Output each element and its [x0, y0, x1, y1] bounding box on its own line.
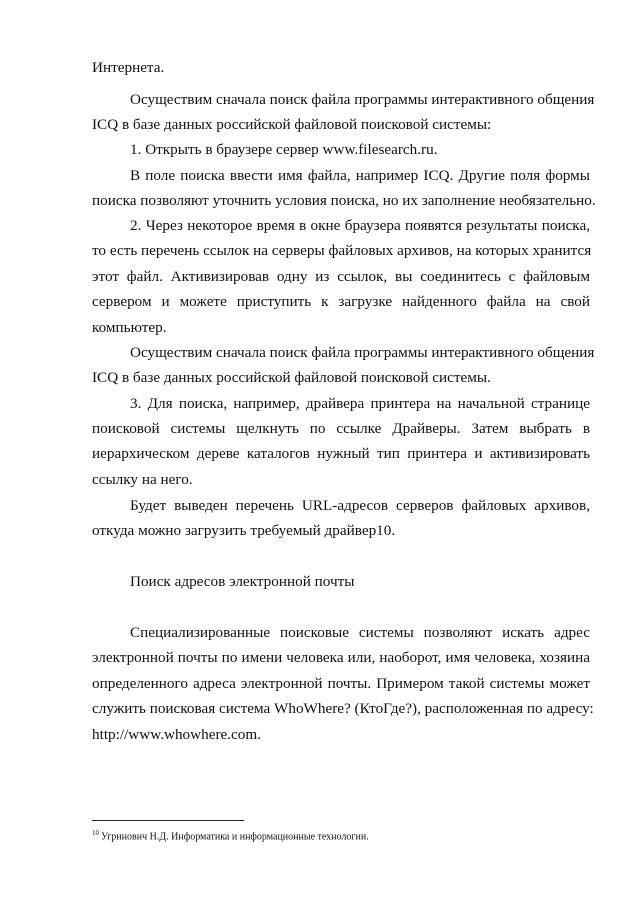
text-line: этот файл. Активизировав одну из ссылок, вы соединитесь с файловым	[92, 268, 590, 285]
text-line: Осуществим сначала поиск файла программы интерактивного общения	[130, 344, 595, 361]
section-heading: Поиск адресов электронной почты	[130, 573, 355, 590]
text-line: Интернета.	[92, 59, 165, 76]
text-line: 2. Через некоторое время в окне браузера появятся результаты поиска,	[130, 217, 590, 234]
footnote	[92, 826, 590, 844]
text-line: Специализированные поисковые системы позволяют искать адрес	[130, 624, 590, 641]
text-line: сервером и можете приступить к загрузке найденного файла на свой	[92, 293, 590, 310]
text-line: ICQ в базе данных российской файловой поисковой системы:	[92, 116, 492, 133]
footnote-divider	[92, 820, 244, 821]
text-line: http://www.whowhere.com.	[92, 726, 261, 743]
text-line: 1. Открыть в браузере сервер www.filesearch.ru.	[130, 141, 438, 158]
text-line: служить поисковая система WhoWhere? (КтоГде?), расположенная по адресу:	[92, 700, 594, 717]
footnote-text: Угринович Н.Д. Информатика и информационные технологии.	[101, 831, 369, 843]
text-line: откуда можно загрузить требуемый драйвер10.	[92, 522, 396, 539]
text-line: иерархическом дереве каталогов нужный тип принтера и активизировать	[92, 445, 590, 462]
text-line: ICQ в базе данных российской файловой поисковой системы.	[92, 369, 491, 386]
text-line: определенного адреса электронной почты. Примером такой системы может	[92, 675, 590, 692]
text-line: поисковой системы щелкнуть по ссылке Драйверы. Затем выбрать в	[92, 420, 590, 437]
footnote-number: 10	[92, 829, 99, 837]
text-line: 3. Для поиска, например, драйвера принтера на начальной странице	[130, 395, 590, 412]
text-line: электронной почты по имени человека или, наоборот, имя человека, хозяина	[92, 649, 590, 666]
text-line: компьютер.	[92, 319, 167, 336]
text-line: Осуществим сначала поиск файла программы интерактивного общения	[130, 91, 595, 108]
text-line: Будет выведен перечень URL-адресов серверов файловых архивов,	[130, 497, 590, 514]
text-line: В поле поиска ввести имя файла, например ICQ. Другие поля формы	[130, 167, 590, 184]
text-line: то есть перечень ссылок на серверы файловых архивов, на которых хранится	[92, 242, 592, 259]
text-line: ссылку на него.	[92, 471, 193, 488]
text-line: поиска позволяют уточнить условия поиска, но их заполнение необязательно.	[92, 192, 596, 209]
